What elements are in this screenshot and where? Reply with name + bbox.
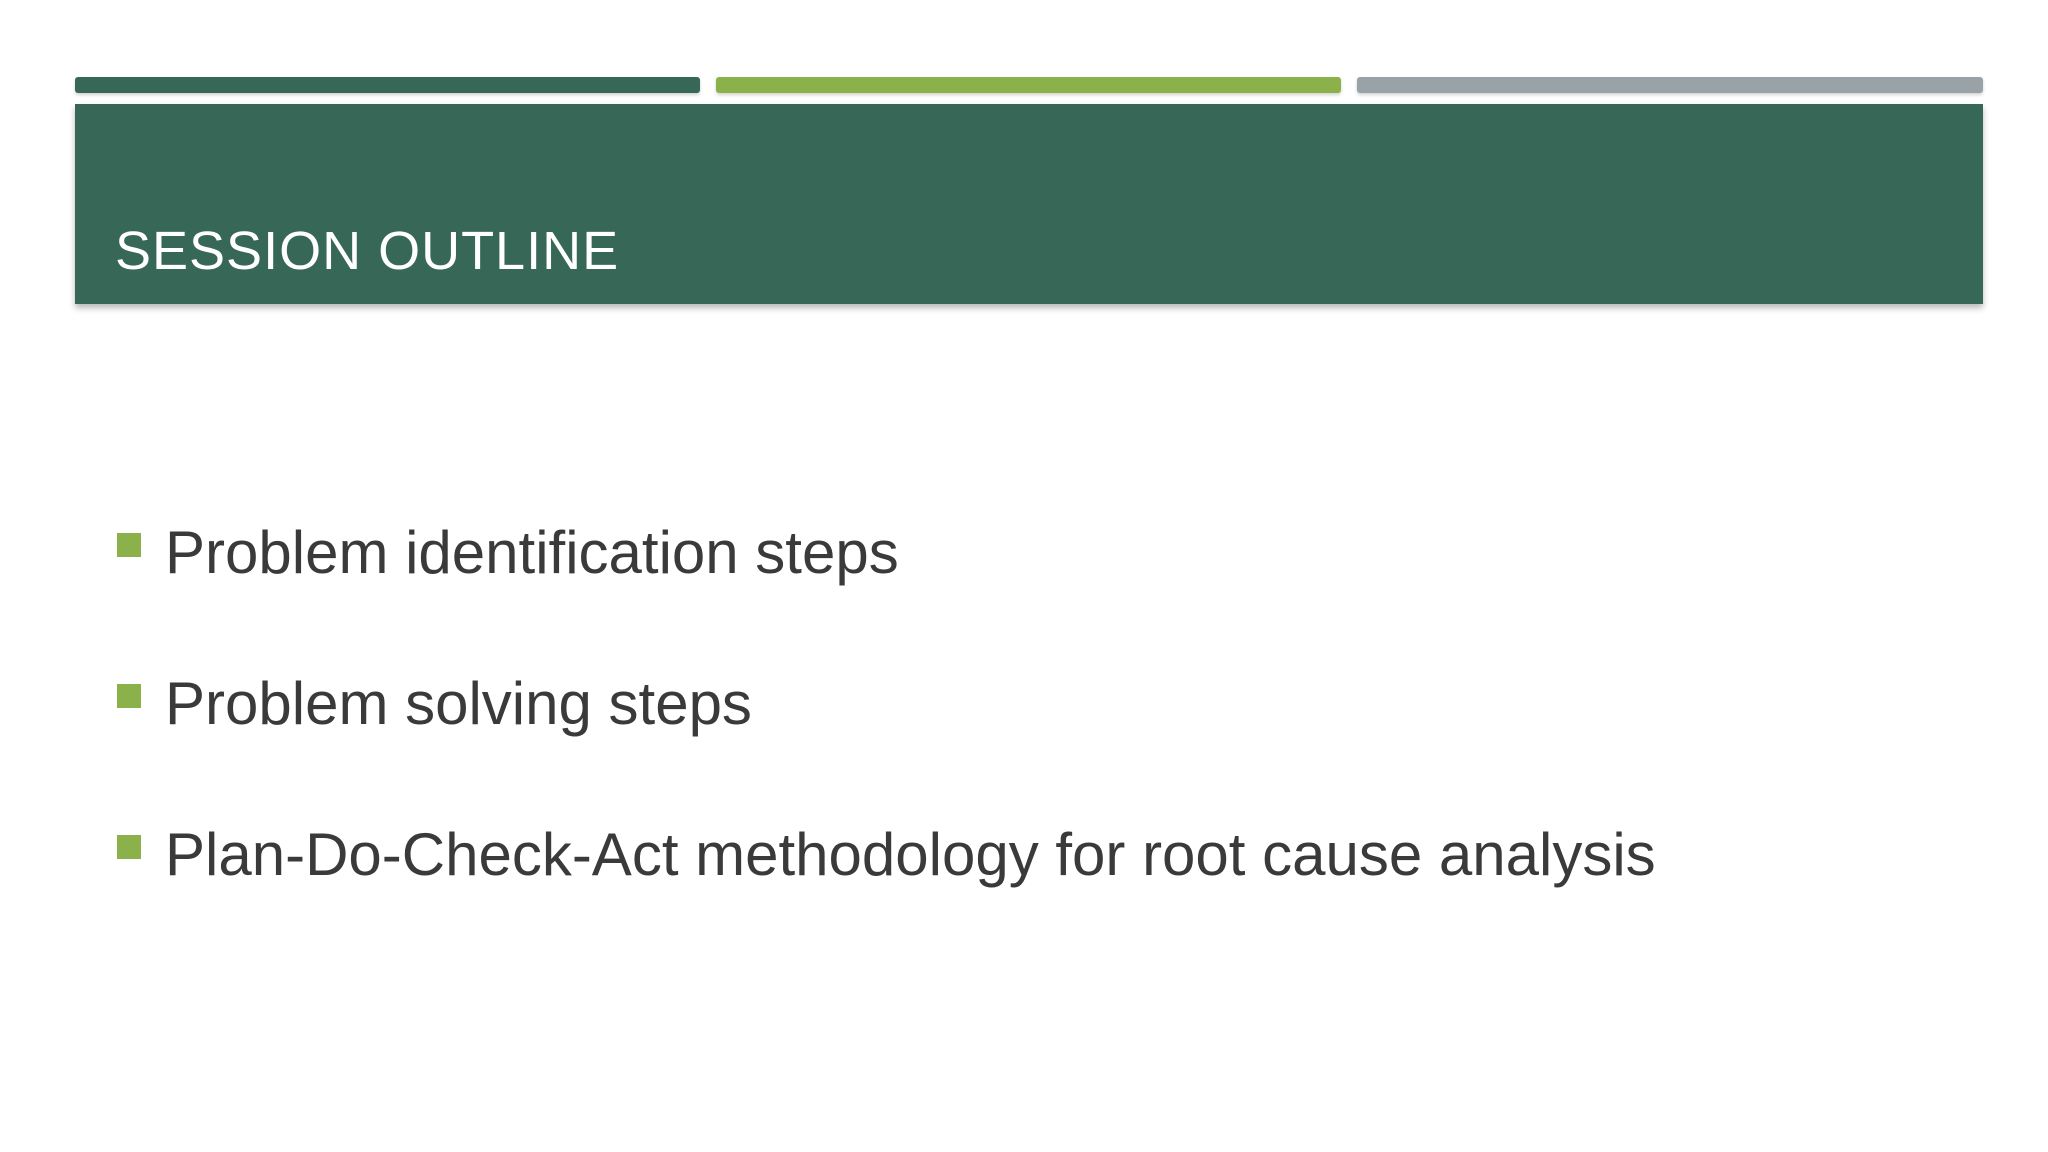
square-bullet-icon: [117, 835, 141, 859]
bullet-text: Problem identification steps: [165, 519, 899, 586]
bullet-text: Problem solving steps: [165, 670, 752, 737]
bullet-item: [117, 515, 1656, 666]
bullet-list: [117, 515, 1656, 968]
slide-title: SESSION OUTLINE: [115, 221, 620, 281]
accent-bar-light-green: [716, 77, 1341, 93]
bullet-item: [117, 817, 1656, 968]
bullet-item: [117, 666, 1656, 817]
square-bullet-icon: [117, 533, 141, 557]
accent-bar-dark-green: [75, 77, 700, 93]
accent-bar-gray: [1357, 77, 1983, 93]
bullet-text: Plan-Do-Check-Act methodology for root cause analysis: [165, 821, 1656, 888]
title-band: [75, 104, 1983, 304]
square-bullet-icon: [117, 684, 141, 708]
